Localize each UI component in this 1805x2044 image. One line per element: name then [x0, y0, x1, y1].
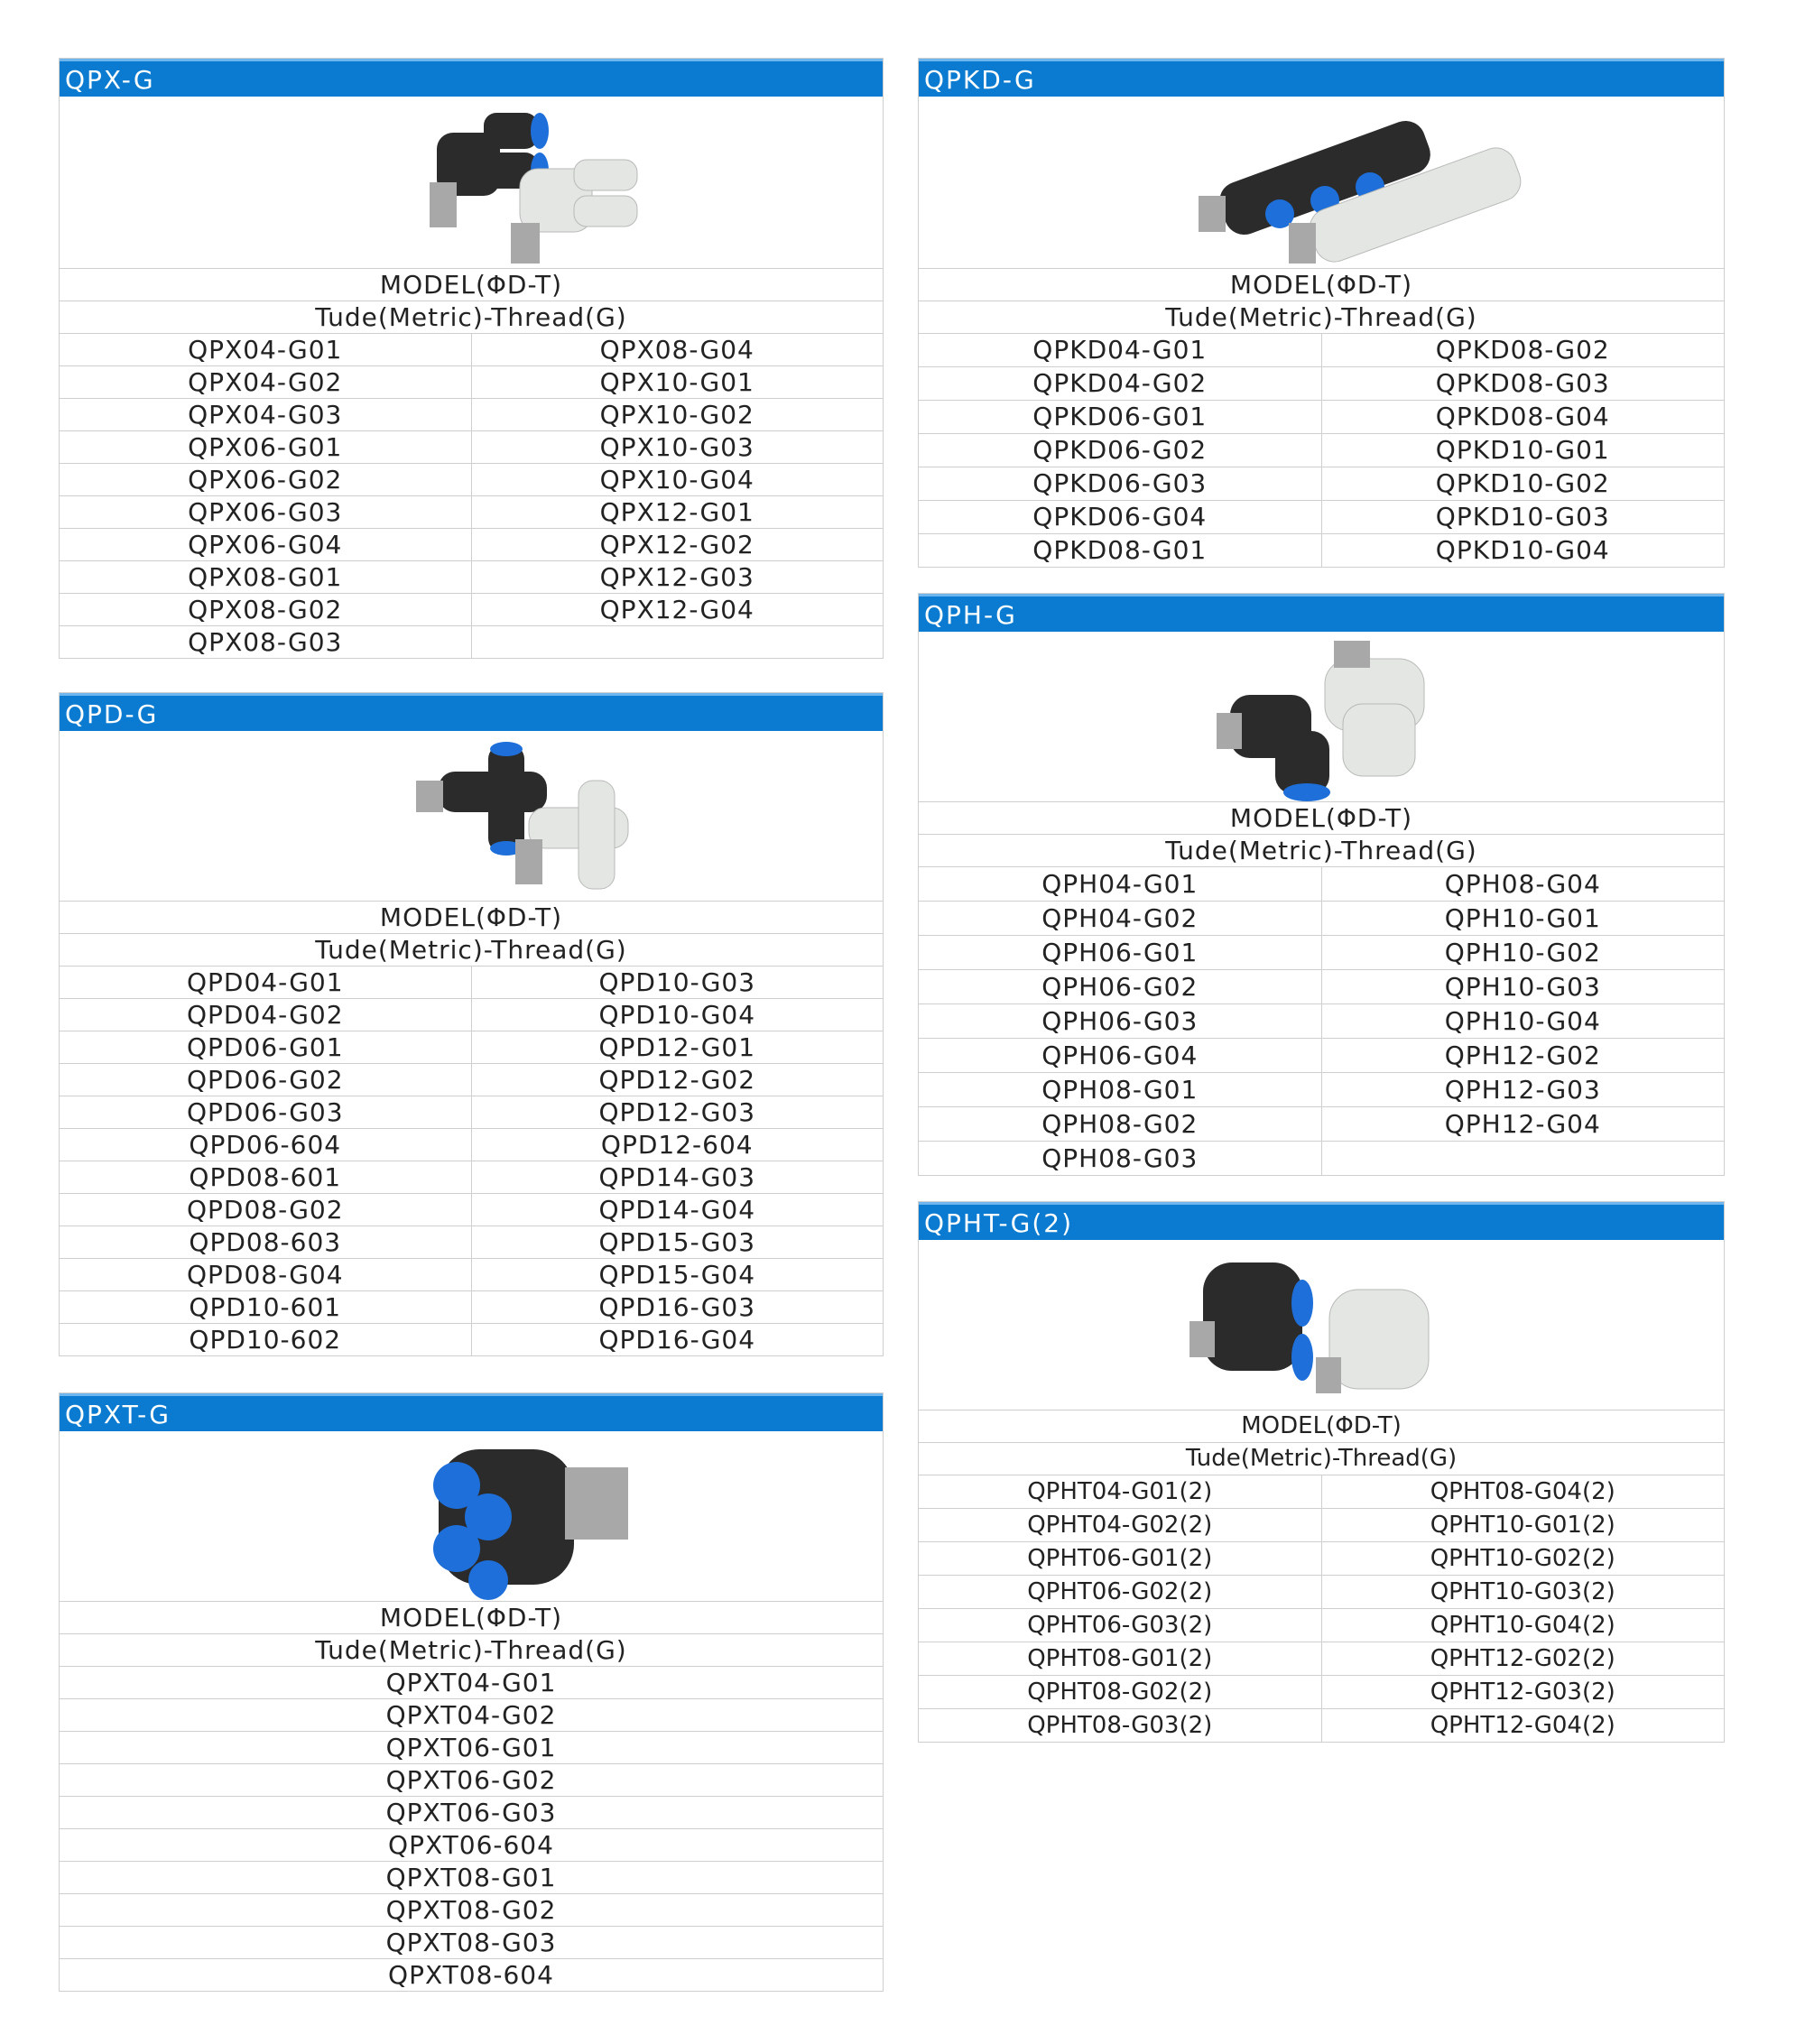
model-row: MODEL(ΦD-T)	[919, 1410, 1724, 1443]
model-cell: QPX04-G02	[188, 367, 343, 397]
table-row	[919, 1609, 1724, 1642]
table-row	[919, 1676, 1724, 1709]
table-row	[919, 1142, 1724, 1175]
model-cell: QPD16-G04	[471, 1324, 884, 1355]
table-row	[919, 467, 1724, 501]
table-row	[919, 970, 1724, 1004]
table-row	[60, 334, 883, 366]
model-cell: QPX06-G04	[188, 530, 343, 560]
table-row	[919, 501, 1724, 534]
model-cell: QPD10-602	[189, 1325, 342, 1355]
model-cell: QPKD04-G02	[1032, 368, 1208, 398]
table-row	[60, 366, 883, 399]
spec-row: Tude(Metric)-Thread(G)	[919, 1443, 1724, 1475]
table-row	[60, 1064, 883, 1096]
model-cell: QPH06-G04	[1041, 1040, 1199, 1070]
model-cell: QPHT04-G01(2)	[1027, 1478, 1213, 1505]
spec-row: Tude(Metric)-Thread(G)	[60, 301, 883, 334]
model-cell: QPHT08-G01(2)	[1027, 1645, 1213, 1672]
table-row	[60, 1324, 883, 1355]
table-row	[60, 1862, 883, 1894]
model-cell: QPHT12-G02(2)	[1321, 1642, 1725, 1675]
table-row	[919, 534, 1724, 567]
model-cell: QPD15-G03	[471, 1226, 884, 1258]
model-cell: QPHT06-G03(2)	[1027, 1612, 1213, 1639]
model-row: MODEL(ΦD-T)	[60, 269, 883, 301]
model-cell: QPXT08-G03	[385, 1928, 557, 1957]
model-cell: QPX12-G03	[471, 561, 884, 593]
model-cell: QPKD04-G01	[1032, 335, 1208, 365]
model-cell: QPHT08-G04(2)	[1321, 1475, 1725, 1508]
model-cell: QPKD10-G01	[1321, 434, 1725, 467]
table-row	[919, 1039, 1724, 1073]
table-row	[60, 1031, 883, 1064]
model-cell: QPH10-G01	[1321, 902, 1725, 935]
table-row	[60, 431, 883, 464]
model-cell: QPHT08-G02(2)	[1027, 1679, 1213, 1706]
model-cell: QPH06-G01	[1041, 938, 1199, 967]
table-row	[919, 1004, 1724, 1039]
product-image-qpkd	[919, 97, 1724, 269]
panel-qpxt-g	[59, 1392, 884, 1992]
model-cell: QPD10-601	[189, 1292, 342, 1322]
model-cell: QPKD06-G01	[1032, 402, 1208, 431]
model-cell: QPD06-G01	[186, 1032, 344, 1062]
table-row	[60, 999, 883, 1031]
model-cell: QPD08-601	[189, 1162, 342, 1192]
y-fitting-icon	[60, 97, 883, 268]
table-row	[60, 1829, 883, 1862]
model-cell: QPHT04-G02(2)	[1027, 1512, 1213, 1539]
section-title: QPXT-G	[60, 1393, 883, 1431]
multi-port-fitting-icon	[60, 1431, 883, 1601]
table-row	[60, 1096, 883, 1129]
model-cell: QPH06-G03	[1041, 1006, 1199, 1036]
model-cell: QPH04-G02	[1041, 903, 1199, 933]
panel-qpd-g	[59, 692, 884, 1356]
model-cell: QPX06-G03	[188, 497, 343, 527]
model-cell: QPD04-G02	[186, 1000, 344, 1030]
table-row	[919, 1576, 1724, 1609]
section-title: QPH-G	[919, 594, 1724, 632]
model-cell: QPX08-G03	[188, 627, 343, 657]
model-cell: QPH04-G01	[1041, 869, 1199, 899]
model-cell: QPD16-G03	[471, 1291, 884, 1323]
panel-qpx-g	[59, 58, 884, 659]
table-row	[60, 1667, 883, 1699]
model-cell: QPD08-G04	[186, 1260, 344, 1290]
model-cell: QPHT10-G01(2)	[1321, 1509, 1725, 1541]
model-cell: QPH08-G04	[1321, 867, 1725, 901]
model-cell: QPHT12-G04(2)	[1321, 1709, 1725, 1742]
model-cell: QPXT04-G02	[385, 1700, 557, 1730]
model-cell: QPX12-G02	[471, 529, 884, 560]
model-cell: QPXT08-604	[388, 1960, 554, 1990]
table-row	[60, 967, 883, 999]
model-cell: QPXT06-604	[388, 1830, 554, 1860]
table-row	[919, 401, 1724, 434]
elbow-fitting-icon	[919, 632, 1724, 801]
spec-row: Tude(Metric)-Thread(G)	[60, 1634, 883, 1667]
table-row	[60, 529, 883, 561]
section-title: QPHT-G(2)	[919, 1202, 1724, 1240]
model-cell: QPD06-G03	[186, 1097, 344, 1127]
table-row	[60, 496, 883, 529]
panel-qph-g	[918, 593, 1725, 1176]
model-cell: QPXT06-G03	[385, 1798, 557, 1827]
table-row	[919, 936, 1724, 970]
spec-row: Tude(Metric)-Thread(G)	[919, 835, 1724, 867]
table-row	[60, 1161, 883, 1194]
model-cell: QPX10-G02	[471, 399, 884, 430]
model-cell	[471, 626, 884, 658]
model-cell: QPD04-G01	[186, 967, 344, 997]
model-cell: QPD08-603	[189, 1227, 342, 1257]
table-row	[60, 561, 883, 594]
panel-qpkd-g	[918, 58, 1725, 568]
table-row	[919, 867, 1724, 902]
table-row	[60, 1894, 883, 1927]
model-cell: QPD06-G02	[186, 1065, 344, 1095]
model-cell	[1321, 1142, 1725, 1175]
table-row	[60, 1797, 883, 1829]
model-cell: QPXT06-G01	[385, 1733, 557, 1762]
section-title: QPD-G	[60, 693, 883, 731]
table-row	[60, 1732, 883, 1764]
product-image-qpd	[60, 731, 883, 902]
model-cell: QPKD08-G02	[1321, 334, 1725, 366]
model-cell: QPXT08-G02	[385, 1895, 557, 1925]
model-cell: QPX04-G01	[188, 335, 343, 365]
model-cell: QPHT10-G02(2)	[1321, 1542, 1725, 1575]
model-cell: QPH06-G02	[1041, 972, 1199, 1002]
double-elbow-fitting-icon	[919, 1240, 1724, 1410]
model-cell: QPH10-G02	[1321, 936, 1725, 969]
table-row	[919, 902, 1724, 936]
model-cell: QPHT06-G02(2)	[1027, 1578, 1213, 1605]
model-cell: QPKD06-G02	[1032, 435, 1208, 465]
model-cell: QPH08-G02	[1041, 1109, 1199, 1139]
model-cell: QPHT10-G04(2)	[1321, 1609, 1725, 1642]
model-cell: QPD12-G02	[471, 1064, 884, 1096]
model-cell: QPX12-G04	[471, 594, 884, 625]
table-row	[60, 1699, 883, 1732]
table-row	[919, 1107, 1724, 1142]
table-row	[60, 1291, 883, 1324]
table-row	[919, 1642, 1724, 1676]
table-row	[919, 434, 1724, 467]
table-row	[60, 1259, 883, 1291]
model-cell: QPKD06-G03	[1032, 468, 1208, 498]
table-row	[60, 464, 883, 496]
model-cell: QPH12-G04	[1321, 1107, 1725, 1141]
model-cell: QPD14-G03	[471, 1161, 884, 1193]
model-cell: QPD06-604	[189, 1130, 342, 1160]
model-cell: QPH08-G01	[1041, 1075, 1199, 1105]
table-row	[60, 1927, 883, 1959]
table-row	[919, 1509, 1724, 1542]
model-cell: QPX10-G03	[471, 431, 884, 463]
model-cell: QPX06-G01	[188, 432, 343, 462]
model-row: MODEL(ΦD-T)	[919, 269, 1724, 301]
table-row	[60, 399, 883, 431]
model-cell: QPHT06-G01(2)	[1027, 1545, 1213, 1572]
model-cell: QPKD08-G03	[1321, 367, 1725, 400]
table-row	[919, 334, 1724, 367]
model-cell: QPXT04-G01	[385, 1668, 557, 1697]
tee-fitting-icon	[60, 731, 883, 901]
model-cell: QPH12-G02	[1321, 1039, 1725, 1072]
model-cell: QPX12-G01	[471, 496, 884, 528]
model-row: MODEL(ΦD-T)	[60, 1602, 883, 1634]
product-image-qpx	[60, 97, 883, 269]
section-title: QPKD-G	[919, 59, 1724, 97]
table-row	[60, 1764, 883, 1797]
model-cell: QPD10-G03	[471, 967, 884, 998]
model-cell: QPD14-G04	[471, 1194, 884, 1225]
section-title: QPX-G	[60, 59, 883, 97]
model-cell: QPX08-G02	[188, 595, 343, 624]
model-cell: QPXT06-G02	[385, 1765, 557, 1795]
model-cell: QPXT08-G01	[385, 1863, 557, 1892]
model-cell: QPX04-G03	[188, 400, 343, 430]
model-cell: QPD10-G04	[471, 999, 884, 1031]
spec-row: Tude(Metric)-Thread(G)	[60, 934, 883, 967]
table-row	[60, 626, 883, 658]
model-cell: QPD15-G04	[471, 1259, 884, 1290]
table-row	[919, 367, 1724, 401]
table-row	[60, 1129, 883, 1161]
table-row	[919, 1542, 1724, 1576]
table-row	[919, 1709, 1724, 1742]
model-cell: QPKD10-G04	[1321, 534, 1725, 567]
product-image-qph	[919, 632, 1724, 802]
table-row	[60, 594, 883, 626]
model-cell: QPH12-G03	[1321, 1073, 1725, 1106]
table-row	[60, 1194, 883, 1226]
model-cell: QPKD10-G02	[1321, 467, 1725, 500]
table-row	[919, 1073, 1724, 1107]
model-cell: QPX06-G02	[188, 465, 343, 495]
model-cell: QPD12-G03	[471, 1096, 884, 1128]
model-cell: QPX10-G04	[471, 464, 884, 495]
model-cell: QPHT10-G03(2)	[1321, 1576, 1725, 1608]
table-row	[919, 1475, 1724, 1509]
model-cell: QPKD10-G03	[1321, 501, 1725, 533]
model-cell: QPX08-G01	[188, 562, 343, 592]
model-cell: QPHT08-G03(2)	[1027, 1712, 1213, 1739]
product-image-qpxt	[60, 1431, 883, 1602]
model-row: MODEL(ΦD-T)	[919, 802, 1724, 835]
model-cell: QPH10-G03	[1321, 970, 1725, 1004]
table-row	[60, 1226, 883, 1259]
model-cell: QPKD08-G01	[1032, 535, 1208, 565]
product-image-qpht	[919, 1240, 1724, 1410]
panel-qpht-g	[918, 1201, 1725, 1743]
model-cell: QPD12-604	[471, 1129, 884, 1161]
spec-row: Tude(Metric)-Thread(G)	[919, 301, 1724, 334]
model-cell: QPD08-G02	[186, 1195, 344, 1225]
model-cell: QPH10-G04	[1321, 1004, 1725, 1038]
model-cell: QPD12-G01	[471, 1031, 884, 1063]
model-cell: QPX08-G04	[471, 334, 884, 365]
model-cell: QPKD06-G04	[1032, 502, 1208, 532]
model-row: MODEL(ΦD-T)	[60, 902, 883, 934]
model-cell: QPH08-G03	[1041, 1143, 1199, 1173]
model-cell: QPHT12-G03(2)	[1321, 1676, 1725, 1708]
manifold-fitting-icon	[919, 97, 1724, 268]
table-row	[60, 1959, 883, 1991]
model-cell: QPX10-G01	[471, 366, 884, 398]
model-cell: QPKD08-G04	[1321, 401, 1725, 433]
